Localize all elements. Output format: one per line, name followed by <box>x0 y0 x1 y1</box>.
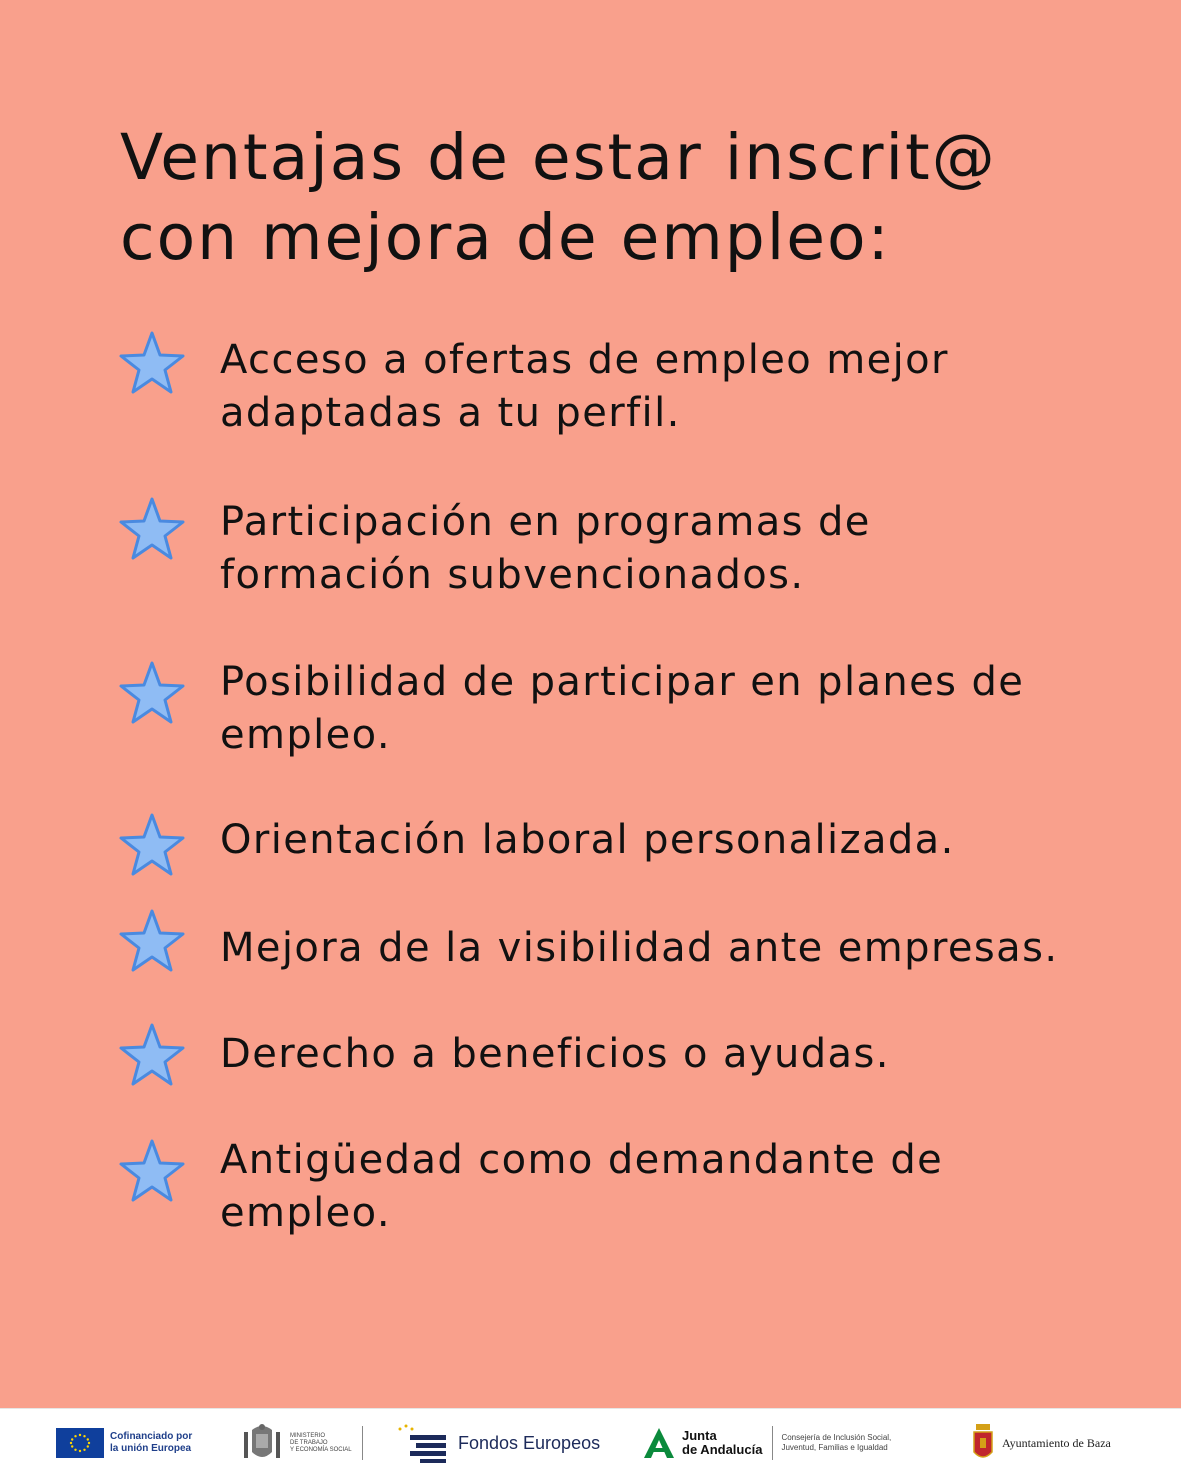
junta-text <box>682 1429 762 1457</box>
divider <box>362 1426 363 1460</box>
junta-text-line: Junta <box>682 1428 717 1443</box>
list-item-line: Mejora de la visibilidad ante empresas. <box>220 925 1059 971</box>
ayuntamiento-logo <box>972 1409 1111 1477</box>
star-icon <box>118 496 186 562</box>
star-icon <box>118 660 186 726</box>
eu-text-line: la unión Europea <box>110 1443 192 1454</box>
star-icon <box>118 1138 186 1204</box>
list-item-line: adaptadas a tu perfil. <box>220 390 681 436</box>
ayuntamiento-text: Ayuntamiento de Baza <box>1002 1435 1111 1450</box>
title-line-2: con mejora de empleo: <box>120 201 891 274</box>
ministry-text-line: Y ECONOMÍA SOCIAL <box>290 1446 352 1453</box>
list-item-line: Antigüedad como demandante de <box>220 1137 944 1183</box>
list-item-line: Posibilidad de participar en planes de <box>220 659 1025 705</box>
title-line-1: Ventajas de estar inscrit@ <box>120 121 997 194</box>
ministry-text-line: DE TRABAJO <box>290 1439 328 1446</box>
list-item-line: Participación en programas de <box>220 499 871 545</box>
divider <box>772 1426 773 1460</box>
baza-coat-of-arms-icon <box>972 1424 994 1462</box>
ministry-text-line: MINISTERIO <box>290 1432 326 1439</box>
eu-text-line: Cofinanciado por <box>110 1431 193 1442</box>
list-item-text <box>220 922 1160 975</box>
star-icon <box>118 1022 186 1088</box>
star-icon <box>118 908 186 974</box>
fondos-europeos-logo <box>396 1409 600 1477</box>
list-item-line: empleo. <box>220 712 391 758</box>
fondos-europeos-text: Fondos Europeos <box>458 1432 601 1453</box>
list-item-text <box>220 496 1160 602</box>
spain-coat-of-arms-icon <box>242 1422 282 1464</box>
junta-logo <box>642 1409 891 1477</box>
consejeria-text-line: Consejería de Inclusión Social, <box>781 1433 892 1442</box>
consejeria-text-line: Juventud, Familias e Igualdad <box>781 1443 888 1452</box>
list-item-line: empleo. <box>220 1190 391 1236</box>
fondos-europeos-icon <box>396 1423 448 1463</box>
eu-flag-icon <box>56 1428 104 1458</box>
list-item-text <box>220 656 1160 762</box>
consejeria-text <box>781 1433 891 1453</box>
star-icon <box>118 330 186 396</box>
list-item-line: formación subvencionados. <box>220 552 805 598</box>
page-title <box>120 118 1120 278</box>
list-item-text <box>220 814 1160 867</box>
eu-logo <box>56 1409 192 1477</box>
ministry-logo <box>242 1409 363 1477</box>
junta-text-line: de Andalucía <box>682 1442 763 1457</box>
ministry-text <box>290 1433 352 1454</box>
list-item-text <box>220 1134 1160 1240</box>
list-item-line: Orientación laboral personalizada. <box>220 817 955 863</box>
footer-logos <box>0 1408 1181 1477</box>
list-item-line: Derecho a beneficios o ayudas. <box>220 1031 890 1077</box>
eu-text <box>110 1431 192 1455</box>
list-item-text <box>220 1028 1160 1081</box>
list-item-line: Acceso a ofertas de empleo mejor <box>220 337 949 383</box>
list-item-text <box>220 334 1160 440</box>
junta-andalucia-icon <box>642 1426 676 1460</box>
star-icon <box>118 812 186 878</box>
